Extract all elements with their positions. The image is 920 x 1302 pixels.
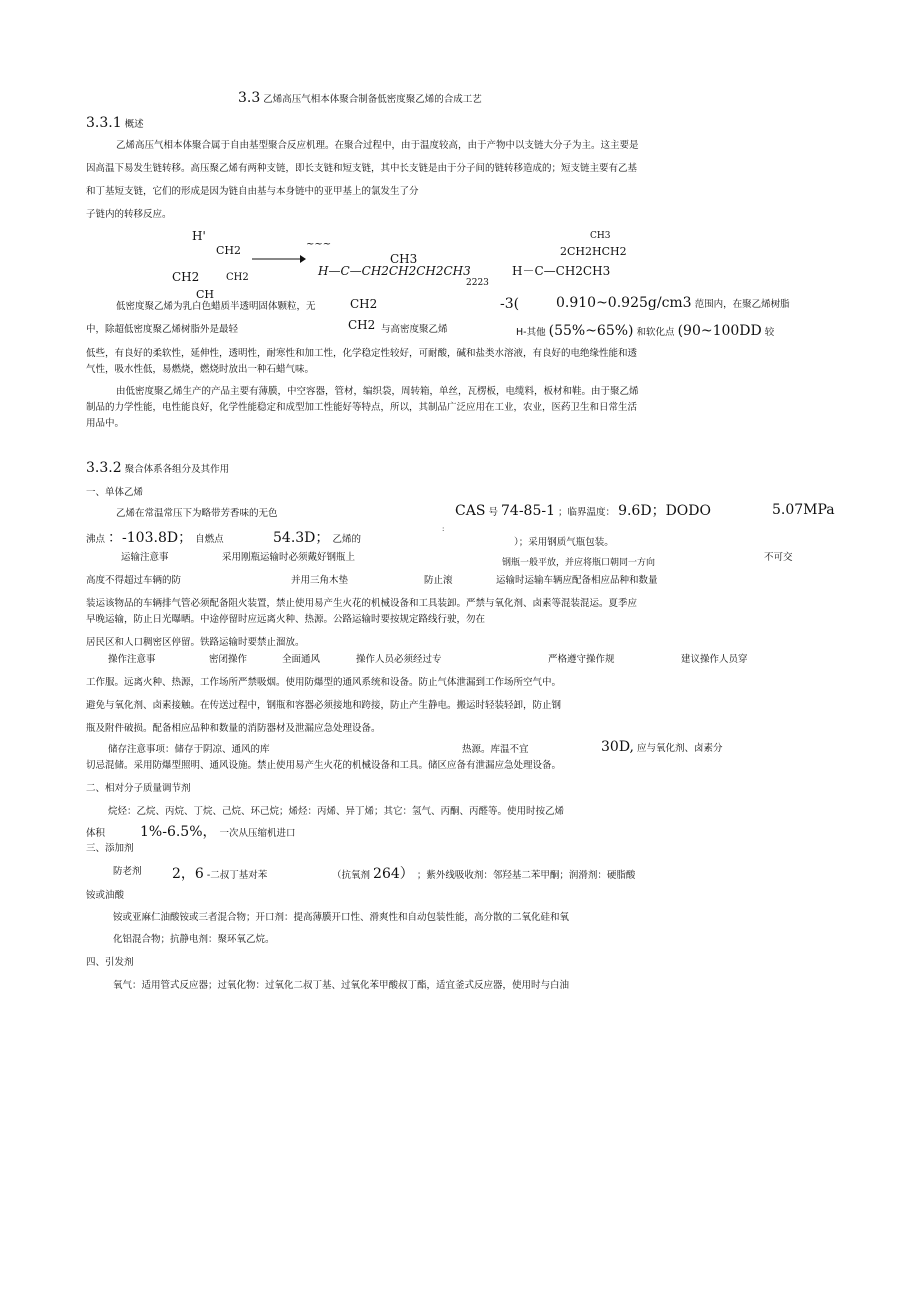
softening-label: 和软化点 [636, 327, 675, 338]
density-range-group [556, 297, 790, 311]
vol-value: 1%-6.5%， [140, 824, 217, 840]
antiaging-group [172, 868, 267, 882]
antiaging-paren-group [332, 868, 635, 882]
additive-line-2: 铵或油酸 [86, 890, 125, 901]
density-range: 0.910~0.925g/cm3 [556, 295, 692, 311]
antiaging-label: 防老剂 [113, 866, 142, 877]
transport-roll: 防止滚 [424, 575, 453, 586]
boil-label: 沸点 [86, 534, 106, 545]
reaction-arrow [252, 252, 306, 266]
ign-post: 乙烯的 [332, 534, 361, 545]
op-line-3: 瓶及附件破损。配备相应品种和数量的消防器材及泄漏应急处理设备。 [86, 723, 381, 734]
crystallinity-label: H-其他 [516, 327, 546, 338]
crit-pressure: 5.07MPa [772, 502, 835, 518]
regulator-vol [86, 828, 105, 840]
regulator-vol-val [140, 826, 296, 840]
antiaging-name: -二叔丁基对苯 [206, 870, 268, 881]
transport-nocross: 不可交 [764, 552, 793, 563]
section-332-heading [86, 460, 229, 476]
density-line-2-pre: 中，除超低密度聚乙烯树脂外是最轻 [86, 324, 239, 335]
transport-line-1: 装运该物品的车辆排气管必须配备阻火装置，禁止使用易产生火花的机械设备和工具装卸。严禁与氧化剂、卤素等混装混运。夏季应 [86, 598, 638, 609]
op-e: 严格遵守操作规 [548, 654, 615, 665]
additive-line-3: 铵或亚麻仁油酸铵或三者混合物；开口剂：提高薄膜开口性、滑爽性和自动包装性能，高分散的二氧化硅和氧 [113, 912, 570, 923]
doc-title [238, 90, 482, 106]
monomer-desc: 乙烯在常温常压下为略带芳香味的无色 [116, 508, 278, 519]
transport-notice-2: 采用刚瓶运输时必须戴好钢瓶上 [222, 552, 356, 563]
storage-a: 储存注意事项：储存于阴凉、通风的库 [108, 744, 270, 755]
section-number: 3.3.1 [86, 115, 122, 131]
storage-d: 应与氧化剂、卤素分 [637, 743, 723, 754]
products-line-3: 用品中。 [86, 418, 125, 429]
section-number: 3.3.2 [86, 460, 122, 476]
products-line-2: 制品的力学性能，电性能良好，化学性能稳定和成型加工性能好等特点，所以，其制品广泛应用在工业，农业，医药卫生和日常生活 [86, 402, 638, 413]
chem-ch3-small: CH3 [590, 231, 611, 241]
chem-ch2-right: CH2 [226, 272, 249, 283]
initiator-heading: 四、引发剂 [86, 957, 134, 968]
colon-mark: : [442, 525, 445, 533]
antioxidant-label: （抗氧剂 [332, 870, 371, 881]
softening-post: 较 [764, 327, 775, 338]
transport-line-3: 居民区和人口稠密区停留。铁路运输时要禁止溜放。 [86, 637, 305, 648]
chem-2ch2hch2: 2CH2HCH2 [560, 245, 627, 258]
intro-line-4: 子链内的转移反应。 [86, 209, 172, 220]
op-line-2: 避免与氧化剂、卤素接触。在传送过程中，钢瓶和容器必须接地和跨接，防止产生静电。搬运时轻装轻卸，防止钢 [86, 700, 562, 711]
antiaging-num: 2，6 [172, 866, 204, 882]
initiator-line-1: 氧气：适用管式反应器；过氧化物：过氧化二叔丁基、过氧化苯甲酸叔丁酯，适宜釜式反应器，使用时与白油 [113, 980, 570, 991]
packaging: ）；采用钢质气瓶包装。 [514, 537, 614, 548]
regulator-line-1: 烷烃：乙烷、丙烷、丁烷、己烷、环己烷；烯烃：丙烯、异丁烯；其它：氢气、丙酮、丙醛等。使用时按乙烯 [108, 806, 565, 817]
additive-line-4: 化铝混合物；抗静电剂：聚环氧乙烷。 [113, 934, 275, 945]
chem-ch3-mid: CH3 [390, 252, 418, 266]
storage-temp: 30D, [601, 739, 634, 755]
title-text: 乙烯高压气相本体聚合制备低密度聚乙烯的合成工艺 [263, 94, 482, 105]
density-line-1-pre: 低密度聚乙烯为乳白色蜡质半透明固体颗粒，无 [116, 301, 316, 312]
chem-ch2-b: CH2 [348, 318, 376, 332]
monomer-heading: 一、单体乙烯 [86, 487, 144, 498]
softening-value: (90~100DD [677, 323, 762, 339]
intro-line-3: 和丁基短支链，它们的形成是因为链自由基与本身链中的亚甲基上的氯发生了分 [86, 186, 419, 197]
antioxidant-value: 264） [373, 866, 414, 882]
chem-chain-main: H—C—CH2CH2CH2CH3 [318, 264, 471, 278]
intro-line-2: 因高温下易发生链转移。高压聚乙烯有两种支链，即长支链和短支链，其中长支链是由于分子间的链转移造成的；短支链主要有乙基 [86, 163, 638, 174]
op-f: 建议操作人员穿 [681, 654, 748, 665]
section-title: 概述 [124, 119, 144, 130]
section-title: 聚合体系各组分及其作用 [124, 464, 230, 475]
crystallinity-group [516, 325, 774, 339]
op-d: 操作人员必须经过专 [356, 654, 442, 665]
chem-squiggle: ~~~ [306, 239, 332, 250]
transport-line-2: 早晚运输，防止日光曝晒。中途停留时应远离火种、热源。公路运输时要按规定路线行驶，勿在 [86, 614, 486, 625]
cas-group [455, 505, 711, 519]
crystallinity-value: (55%~65%) [548, 323, 634, 339]
vol-label: 体积 [86, 828, 106, 839]
crit-temp-label: ；临界温度： [558, 507, 616, 518]
regulator-heading: 二、相对分子质量调节剂 [86, 783, 191, 794]
density-line-1-post: 范围内，在聚乙烯树脂 [694, 299, 790, 310]
density-line-3: 低些，有良好的柔软性，延伸性，透明性，耐寒性和加工性，化学稳定性较好，可耐酸，碱和盐类水溶液，有良好的电绝缘性能和透 [86, 348, 638, 359]
ign-label: 自燃点 [195, 534, 224, 545]
storage-b: 热源。库温不宜 [462, 744, 529, 755]
transport-tri: 并用三角木垫 [291, 575, 349, 586]
boil-value: ：-103.8D； [108, 530, 193, 546]
section-331-heading [86, 115, 144, 131]
chem-chain-right: H－C—CH2CH3 [512, 264, 611, 278]
op-line-1: 工作服。远离火种、热源，工作场所严禁吸烟。使用防爆型的通风系统和设备。防止气体泄漏到工作场所空气中。 [86, 677, 562, 688]
transport-notice: 运输注意事 [121, 552, 169, 563]
chem-ch2-a: CH2 [350, 297, 378, 311]
cas-number: 74-85-1 [501, 503, 555, 519]
chem-ch-bottom: CH [196, 288, 215, 301]
transport-height: 高度不得超过车辆的防 [86, 575, 182, 586]
cas-hao: 号 [488, 507, 498, 518]
cas-label: CAS [455, 503, 486, 519]
density-line-4: 气性，吸水性低，易燃烧，燃烧时放出一种石蜡气味。 [86, 364, 315, 375]
transport-flat: 钢瓶一般平放，并应将瓶口朝同一方向 [502, 558, 656, 568]
products-line-1: 由低密度聚乙烯生产的产品主要有薄膜，中空容器，管材，编织袋，周转箱，单丝，瓦楞板，电缆料，板材和鞋。由于聚乙烯 [116, 386, 639, 397]
boil-group [86, 532, 224, 546]
op-a: 操作注意事 [108, 654, 156, 665]
crit-temp-value: 9.6D；DODO [618, 503, 711, 519]
intro-line-1: 乙烯高压气相本体聚合属于自由基型聚合反应机理。在聚合过程中，由于温度较高，由于产物中以支链大分子为主。这主要是 [116, 140, 639, 151]
chem-sub-2223: 2223 [466, 278, 489, 288]
antiaging-post: ；紫外线吸收剂：邻羟基二苯甲酮；润滑剂：硬脂酸 [416, 870, 636, 881]
ign-value: 54.3D； [273, 530, 330, 546]
ign-group [273, 532, 361, 546]
chem-ch2-top: CH2 [216, 244, 242, 257]
additive-heading: 三、添加剂 [86, 843, 134, 854]
title-number: 3.3 [238, 90, 261, 106]
vol-post: 一次从压缩机进口 [219, 828, 296, 839]
chem-ch2-left: CH2 [172, 270, 200, 284]
density-minus: -3( [500, 296, 520, 312]
op-b: 密闭操作 [209, 654, 248, 665]
transport-fire: 运输时运输车辆应配备相应品种和数量 [496, 575, 658, 586]
storage-line-1: 切忌混储。采用防爆型照明、通风设施。禁止使用易产生火花的机械设备和工具。储区应备有泄漏应急处理设备。 [86, 760, 562, 771]
op-c: 全面通风 [282, 654, 321, 665]
chem-h-prime: H' [192, 229, 206, 243]
storage-group [601, 741, 723, 755]
density-line-2-mid: 与高密度聚乙烯 [381, 324, 448, 335]
